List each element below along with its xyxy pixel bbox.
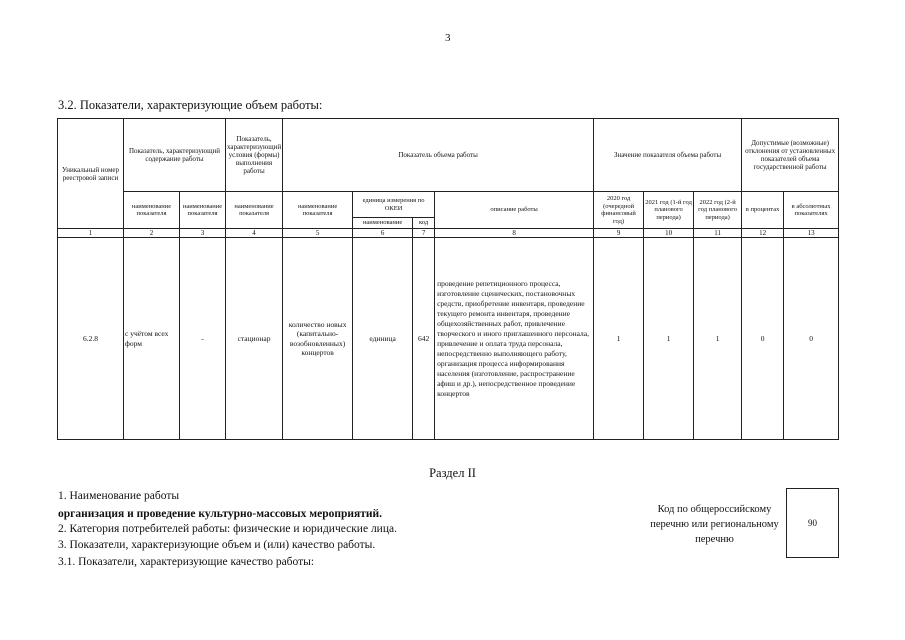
column-number: 3 [180,229,226,238]
registry-code-label: Код по общероссийскому перечню или региональному перечню [650,504,779,545]
cell-value-2022: 1 [694,238,742,440]
header-description: описание работы [435,192,594,229]
consumer-category: 2. Категория потребителей работы: физические и юридические лица. [58,523,397,535]
cell-deviation-absolute: 0 [784,238,839,440]
column-number: 4 [226,229,283,238]
header-indicator-name-3: наименование показателя [226,192,283,229]
column-number-row [58,229,839,238]
cell-unit-code: 642 [413,238,435,440]
cell-unit-name: единица [353,238,413,440]
column-number: 5 [283,229,353,238]
cell-value-2020: 1 [594,238,644,440]
header-value-indicator: Значение показателя объема работы [594,119,742,192]
column-number: 10 [644,229,694,238]
header-unit-code: код [413,218,435,229]
column-number: 1 [58,229,124,238]
registry-code-value: 90 [808,518,817,528]
table-subheader-row [58,192,839,218]
header-absolute: в абсолютных показателях [784,192,839,229]
header-unique-number: Уникальный номер реестровой записи [58,119,124,229]
header-year-2020: 2020 год (очередной финансовый год) [594,192,644,229]
header-indicator-name-1: наименование показателя [124,192,180,229]
cell-content-1: с учётом всех форм [124,238,180,440]
volume-indicators-table [57,118,839,440]
section-heading: Раздел II [429,466,476,480]
cell-deviation-percent: 0 [742,238,784,440]
header-indicator-name-4: наименование показателя [283,192,353,229]
header-indicator-name-2: наименование показателя [180,192,226,229]
header-year-2021: 2021 год (1-й год планового периода) [644,192,694,229]
header-unit-okei: единица измерения по ОКЕИ [353,192,435,218]
column-number: 2 [124,229,180,238]
column-number: 12 [742,229,784,238]
indicators-heading: 3. Показатели, характеризующие объем и (или) качество работы. [58,539,376,551]
cell-content-2: - [180,238,226,440]
page-number: 3 [445,32,451,44]
column-number: 11 [694,229,742,238]
header-percent: в процентах [742,192,784,229]
column-number: 7 [413,229,435,238]
cell-value-2021: 1 [644,238,694,440]
cell-indicator-name: количество новых (капитально-возобновленных) концертов [283,238,353,440]
work-name-label: 1. Наименование работы [58,490,180,502]
cell-description: проведение репетиционного процесса, изготовление сценических, постановочных средств, приобретение инвентаря, проведение текущего ремонта инвентаря, проведение общехозяйственных работ, привлечение творческого и иного приглашенного персонала, привлечение и оплата труда персонала, непосредственно выполняющего работу, организация процесса информирования населения (изготовление, распространение афиш и др.), непосредственное проведение концертов [435,238,594,440]
header-year-2022: 2022 год (2-й год планового периода) [694,192,742,229]
column-number: 8 [435,229,594,238]
table-row [58,238,839,440]
quality-indicators-heading: 3.1. Показатели, характеризующие качество работы: [58,556,315,568]
cell-unique-number: 6.2.8 [58,238,124,440]
column-number: 13 [784,229,839,238]
column-number: 6 [353,229,413,238]
cell-conditions: стационар [226,238,283,440]
registry-code-box [786,488,839,558]
column-number: 9 [594,229,644,238]
header-unit-name: наименование [353,218,413,229]
work-name-value: организация и проведение культурно-массовых мероприятий. [58,508,382,520]
header-allowed-deviation: Допустимые (возможные) отклонения от установленных показателей объема государственной работы [742,119,839,192]
table-header-row [58,119,839,192]
header-volume-indicator: Показатель объема работы [283,119,594,192]
header-content-indicator: Показатель, характеризующий содержание работы [124,119,226,192]
section-title: 3.2. Показатели, характеризующие объем работы: [58,98,323,112]
header-conditions-indicator: Показатель, характеризующий условия (формы) выполнения работы [226,119,283,192]
